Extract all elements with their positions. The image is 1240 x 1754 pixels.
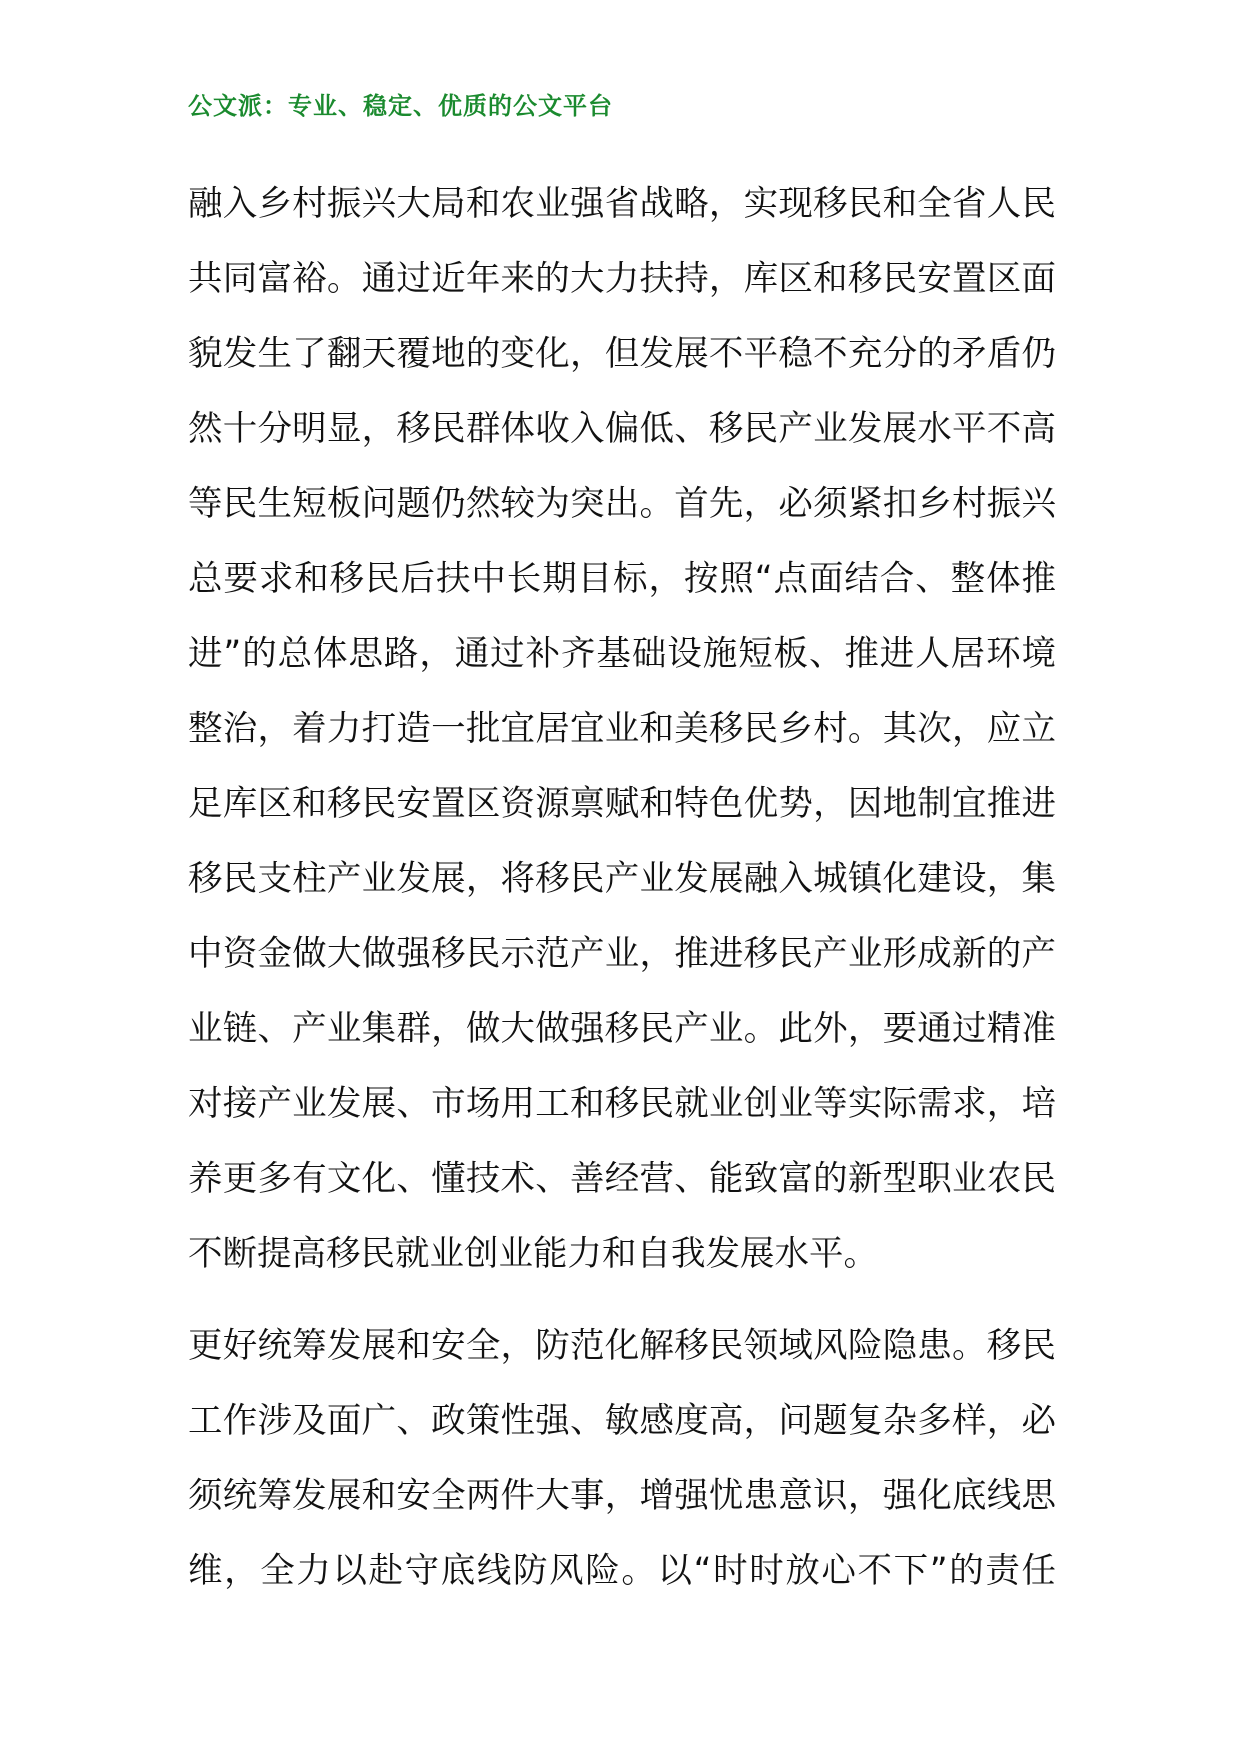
paragraph-spacer: [188, 1292, 1056, 1309]
text-line: 业链、产业集群，做大做强移民产业。此外，要通过精准: [188, 1009, 1056, 1049]
text-line: 养更多有文化、懂技术、善经营、能致富的新型职业农民: [188, 1159, 1056, 1199]
text-line: 进”的总体思路，通过补齐基础设施短板、推进人居环境: [188, 634, 1056, 674]
text-line: 更好统筹发展和安全，防范化解移民领域风险隐患。移民: [188, 1326, 1056, 1366]
text-line: 共同富裕。通过近年来的大力扶持，库区和移民安置区面: [188, 259, 1056, 299]
text-line: 中资金做大做强移民示范产业，推进移民产业形成新的产: [188, 934, 1056, 974]
text-line: 融入乡村振兴大局和农业强省战略，实现移民和全省人民: [188, 184, 1056, 224]
paragraph-1: [188, 167, 1056, 1292]
text-line: 总要求和移民后扶中长期目标，按照“点面结合、整体推: [188, 559, 1056, 599]
text-line: 对接产业发展、市场用工和移民就业创业等实际需求，培: [188, 1084, 1056, 1124]
text-line: 足库区和移民安置区资源禀赋和特色优势，因地制宜推进: [188, 784, 1056, 824]
page-header-title: 公文派：专业、稳定、优质的公文平台: [188, 92, 613, 120]
text-line: 维，全力以赴守底线防风险。以“时时放心不下”的责任: [188, 1551, 1056, 1591]
text-line: 貌发生了翻天覆地的变化，但发展不平稳不充分的矛盾仍: [188, 334, 1056, 374]
document-body: [188, 167, 1056, 1609]
text-line: 然十分明显，移民群体收入偏低、移民产业发展水平不高: [188, 409, 1056, 449]
text-line: 工作涉及面广、政策性强、敏感度高，问题复杂多样，必: [188, 1401, 1056, 1441]
paragraph-2: [188, 1309, 1056, 1609]
text-line: 整治，着力打造一批宜居宜业和美移民乡村。其次，应立: [188, 709, 1056, 749]
text-line: 移民支柱产业发展，将移民产业发展融入城镇化建设，集: [188, 859, 1056, 899]
text-line: 不断提高移民就业创业能力和自我发展水平。: [188, 1234, 878, 1274]
text-line: 须统筹发展和安全两件大事，增强忧患意识，强化底线思: [188, 1476, 1056, 1516]
text-line: 等民生短板问题仍然较为突出。首先，必须紧扣乡村振兴: [188, 484, 1056, 524]
